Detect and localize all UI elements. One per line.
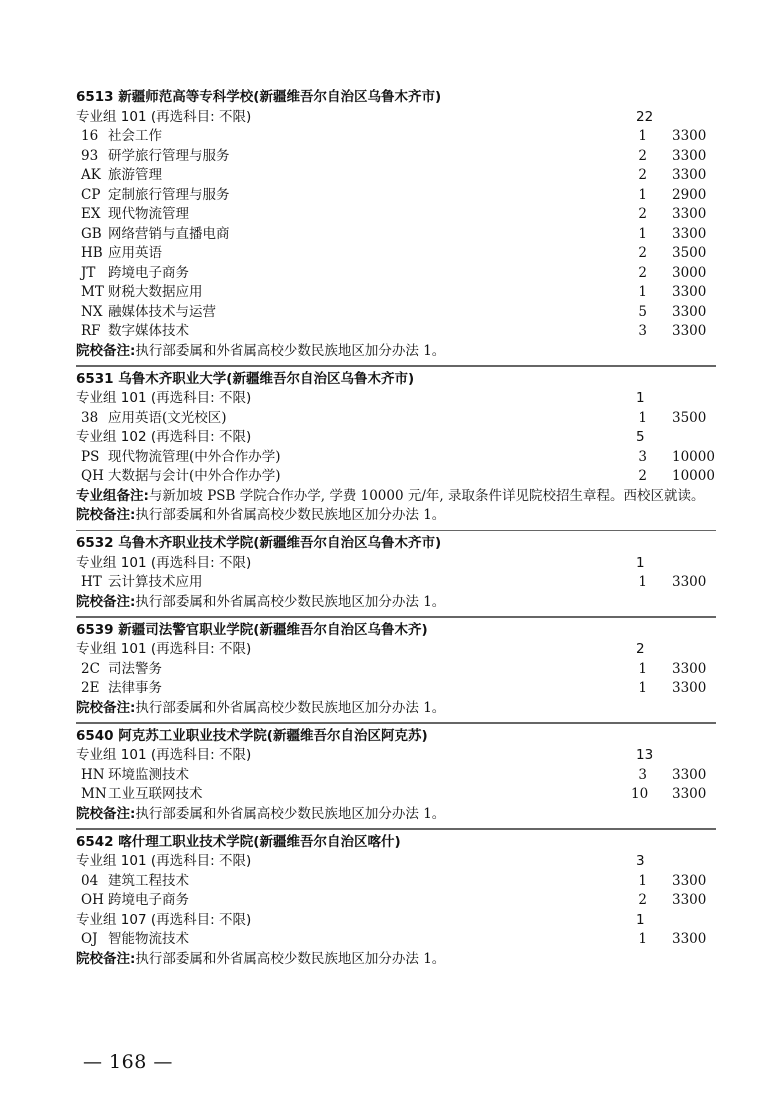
major-code: MT [81,284,104,300]
major-tuition-fee: 3300 [672,931,707,947]
remark [76,699,716,719]
group-label: 专业组 101 (再选科目: 不限) [76,390,252,406]
major-tuition-fee: 3300 [672,147,707,164]
page-number: — 168 — [83,1051,173,1073]
major-code: QH [81,468,104,484]
remark-text: 与新加坡 PSB 学院合作办学, 学费 10000 元/年, 录取条件详见院校招生章程。西校区就读。 [148,487,705,504]
major-group-header [76,911,716,931]
major-plan-count: 2 [638,245,647,261]
major-name: 财税大数据应用 [108,284,203,300]
major-tuition-fee: 3300 [672,167,707,183]
major-group-header [76,640,716,660]
remark [76,593,716,613]
major-name: 应用英语(文光校区) [108,409,227,426]
major-tuition-fee: 3500 [672,409,707,426]
major-code: OH [81,892,104,908]
remark [76,805,716,825]
major-name: 跨境电子商务 [108,892,189,908]
major-row [76,660,716,680]
remark-text: 执行部委属和外省属高校少数民族地区加分办法 1。 [135,805,446,822]
group-plan-count: 22 [636,108,654,125]
major-row [76,573,716,593]
major-plan-count: 2 [638,147,647,164]
major-name: 法律事务 [108,680,162,696]
school-section [76,833,716,970]
major-group-header [76,389,716,409]
major-code: CP [81,186,101,203]
major-code: 38 [81,409,99,426]
major-row [76,785,716,805]
group-label: 专业组 101 (再选科目: 不限) [76,853,252,869]
section-divider [76,828,716,830]
major-tuition-fee: 3300 [672,128,707,144]
major-code: RF [81,323,101,339]
group-label: 专业组 107 (再选科目: 不限) [76,911,252,928]
major-tuition-fee: 3300 [672,766,707,783]
major-plan-count: 2 [638,892,647,908]
major-plan-count: 10 [631,786,649,802]
major-name: 社会工作 [108,128,162,144]
major-group-header [76,852,716,872]
major-name: 建筑工程技术 [108,872,189,889]
group-label: 专业组 101 (再选科目: 不限) [76,747,252,763]
remark-label: 院校备注: [76,950,136,967]
major-row [76,127,716,147]
school-section [76,370,716,526]
section-divider [76,616,716,618]
remark-text: 执行部委属和外省属高校少数民族地区加分办法 1。 [135,507,446,523]
major-name: 司法警务 [108,660,162,677]
major-plan-count: 1 [638,186,647,203]
major-code: MN [81,786,107,802]
major-row [76,872,716,892]
major-plan-count: 2 [638,206,647,222]
remark-label: 院校备注: [76,342,136,359]
school-title: 6532 乌鲁木齐职业技术学院(新疆维吾尔自治区乌鲁木齐市) [76,535,442,551]
major-name: 研学旅行管理与服务 [108,147,230,164]
major-plan-count: 3 [638,448,647,465]
major-code: 2C [81,660,100,677]
major-name: 现代物流管理(中外合作办学) [108,448,281,465]
major-row [76,409,716,429]
remark-text: 执行部委属和外省属高校少数民族地区加分办法 1。 [135,342,446,359]
major-plan-count: 3 [638,323,647,339]
major-row [76,766,716,786]
major-name: 融媒体技术与运营 [108,303,216,320]
major-row [76,205,716,225]
remark-label: 院校备注: [76,699,136,716]
major-row [76,283,716,303]
major-row [76,891,716,911]
major-tuition-fee: 3000 [672,264,707,281]
major-code: PS [81,448,100,465]
major-plan-count: 1 [638,409,647,426]
major-tuition-fee: 3300 [672,225,707,242]
school-section [76,534,716,612]
group-plan-count: 2 [636,641,645,657]
major-tuition-fee: 3300 [672,660,707,677]
group-label: 专业组 102 (再选科目: 不限) [76,429,252,445]
remark [76,342,716,362]
major-tuition-fee: 3300 [672,303,707,320]
school-section [76,621,716,719]
group-plan-count: 5 [636,429,645,445]
major-code: GB [81,225,102,242]
section-divider [76,365,716,367]
major-code: JT [81,264,96,281]
major-code: 93 [81,147,99,164]
major-code: NX [81,303,103,320]
major-code: HT [81,574,102,590]
major-tuition-fee: 3300 [672,892,707,908]
major-group-header [76,554,716,574]
section-divider [76,530,716,532]
major-tuition-fee: 3300 [672,872,707,889]
major-name: 网络营销与直播电商 [108,225,230,242]
group-plan-count: 13 [636,747,654,763]
school-title: 6513 新疆师范高等专科学校(新疆维吾尔自治区乌鲁木齐市) [76,89,442,105]
major-name: 智能物流技术 [108,931,189,947]
major-name: 数字媒体技术 [108,323,189,339]
section-divider [76,722,716,724]
major-tuition-fee: 3300 [672,574,707,590]
major-name: 工业互联网技术 [108,786,203,802]
group-plan-count: 1 [636,911,645,928]
remark [76,950,716,970]
remark-label: 专业组备注: [76,487,149,504]
remark-text: 执行部委属和外省属高校少数民族地区加分办法 1。 [135,699,446,716]
major-row [76,225,716,245]
school-title: 6540 阿克苏工业职业技术学院(新疆维吾尔自治区阿克苏) [76,727,428,744]
major-plan-count: 2 [638,264,647,281]
major-plan-count: 1 [638,931,647,947]
document-body [76,88,716,969]
major-plan-count: 1 [638,574,647,590]
major-tuition-fee: 2900 [672,186,707,203]
remark-label: 院校备注: [76,593,136,610]
group-label: 专业组 101 (再选科目: 不限) [76,108,252,125]
major-row [76,679,716,699]
major-row [76,244,716,264]
major-plan-count: 1 [638,284,647,300]
major-tuition-fee: 10000 [672,468,715,484]
major-plan-count: 5 [638,303,647,320]
major-plan-count: 1 [638,128,647,144]
major-name: 云计算技术应用 [108,574,203,590]
school-title: 6542 喀什理工职业技术学院(新疆维吾尔自治区喀什) [76,833,401,850]
major-tuition-fee: 3300 [672,284,707,300]
major-plan-count: 1 [638,660,647,677]
major-tuition-fee: 3300 [672,323,707,339]
school-title: 6531 乌鲁木齐职业大学(新疆维吾尔自治区乌鲁木齐市) [76,370,415,387]
major-row [76,467,716,487]
major-name: 应用英语 [108,245,162,261]
major-group-header [76,108,716,128]
major-code: 04 [81,872,99,889]
major-plan-count: 1 [638,872,647,889]
major-name: 跨境电子商务 [108,264,189,281]
major-tuition-fee: 10000 [672,448,715,465]
school-section [76,727,716,825]
major-plan-count: 1 [638,680,647,696]
major-tuition-fee: 3300 [672,206,707,222]
group-plan-count: 1 [636,390,645,406]
major-tuition-fee: 3300 [672,786,707,802]
remark [76,506,716,526]
major-row [76,322,716,342]
major-group-header [76,746,716,766]
major-code: EX [81,206,101,222]
major-row [76,930,716,950]
school-title: 6539 新疆司法警官职业学院(新疆维吾尔自治区乌鲁木齐) [76,621,428,638]
remark [76,487,716,507]
major-tuition-fee: 3300 [672,680,707,696]
major-plan-count: 2 [638,468,647,484]
major-code: HN [81,766,105,783]
major-plan-count: 2 [638,167,647,183]
group-label: 专业组 101 (再选科目: 不限) [76,641,252,657]
major-row [76,448,716,468]
major-tuition-fee: 3500 [672,245,707,261]
remark-label: 院校备注: [76,507,136,523]
major-row [76,147,716,167]
major-row [76,264,716,284]
major-plan-count: 3 [638,766,647,783]
major-row [76,303,716,323]
major-plan-count: 1 [638,225,647,242]
remark-text: 执行部委属和外省属高校少数民族地区加分办法 1。 [135,950,446,967]
major-code: 16 [81,128,99,144]
group-plan-count: 3 [636,853,645,869]
major-name: 旅游管理 [108,167,162,183]
remark-text: 执行部委属和外省属高校少数民族地区加分办法 1。 [135,593,446,610]
major-code: AK [81,167,101,183]
group-plan-count: 1 [636,554,645,571]
group-label: 专业组 101 (再选科目: 不限) [76,554,252,571]
major-name: 环境监测技术 [108,766,189,783]
major-name: 大数据与会计(中外合作办学) [108,468,281,484]
school-section [76,88,716,361]
major-code: OJ [81,931,98,947]
major-code: 2E [81,680,100,696]
major-name: 定制旅行管理与服务 [108,186,230,203]
major-row [76,186,716,206]
major-code: HB [81,245,103,261]
major-name: 现代物流管理 [108,206,189,222]
major-row [76,166,716,186]
major-group-header [76,428,716,448]
remark-label: 院校备注: [76,805,136,822]
